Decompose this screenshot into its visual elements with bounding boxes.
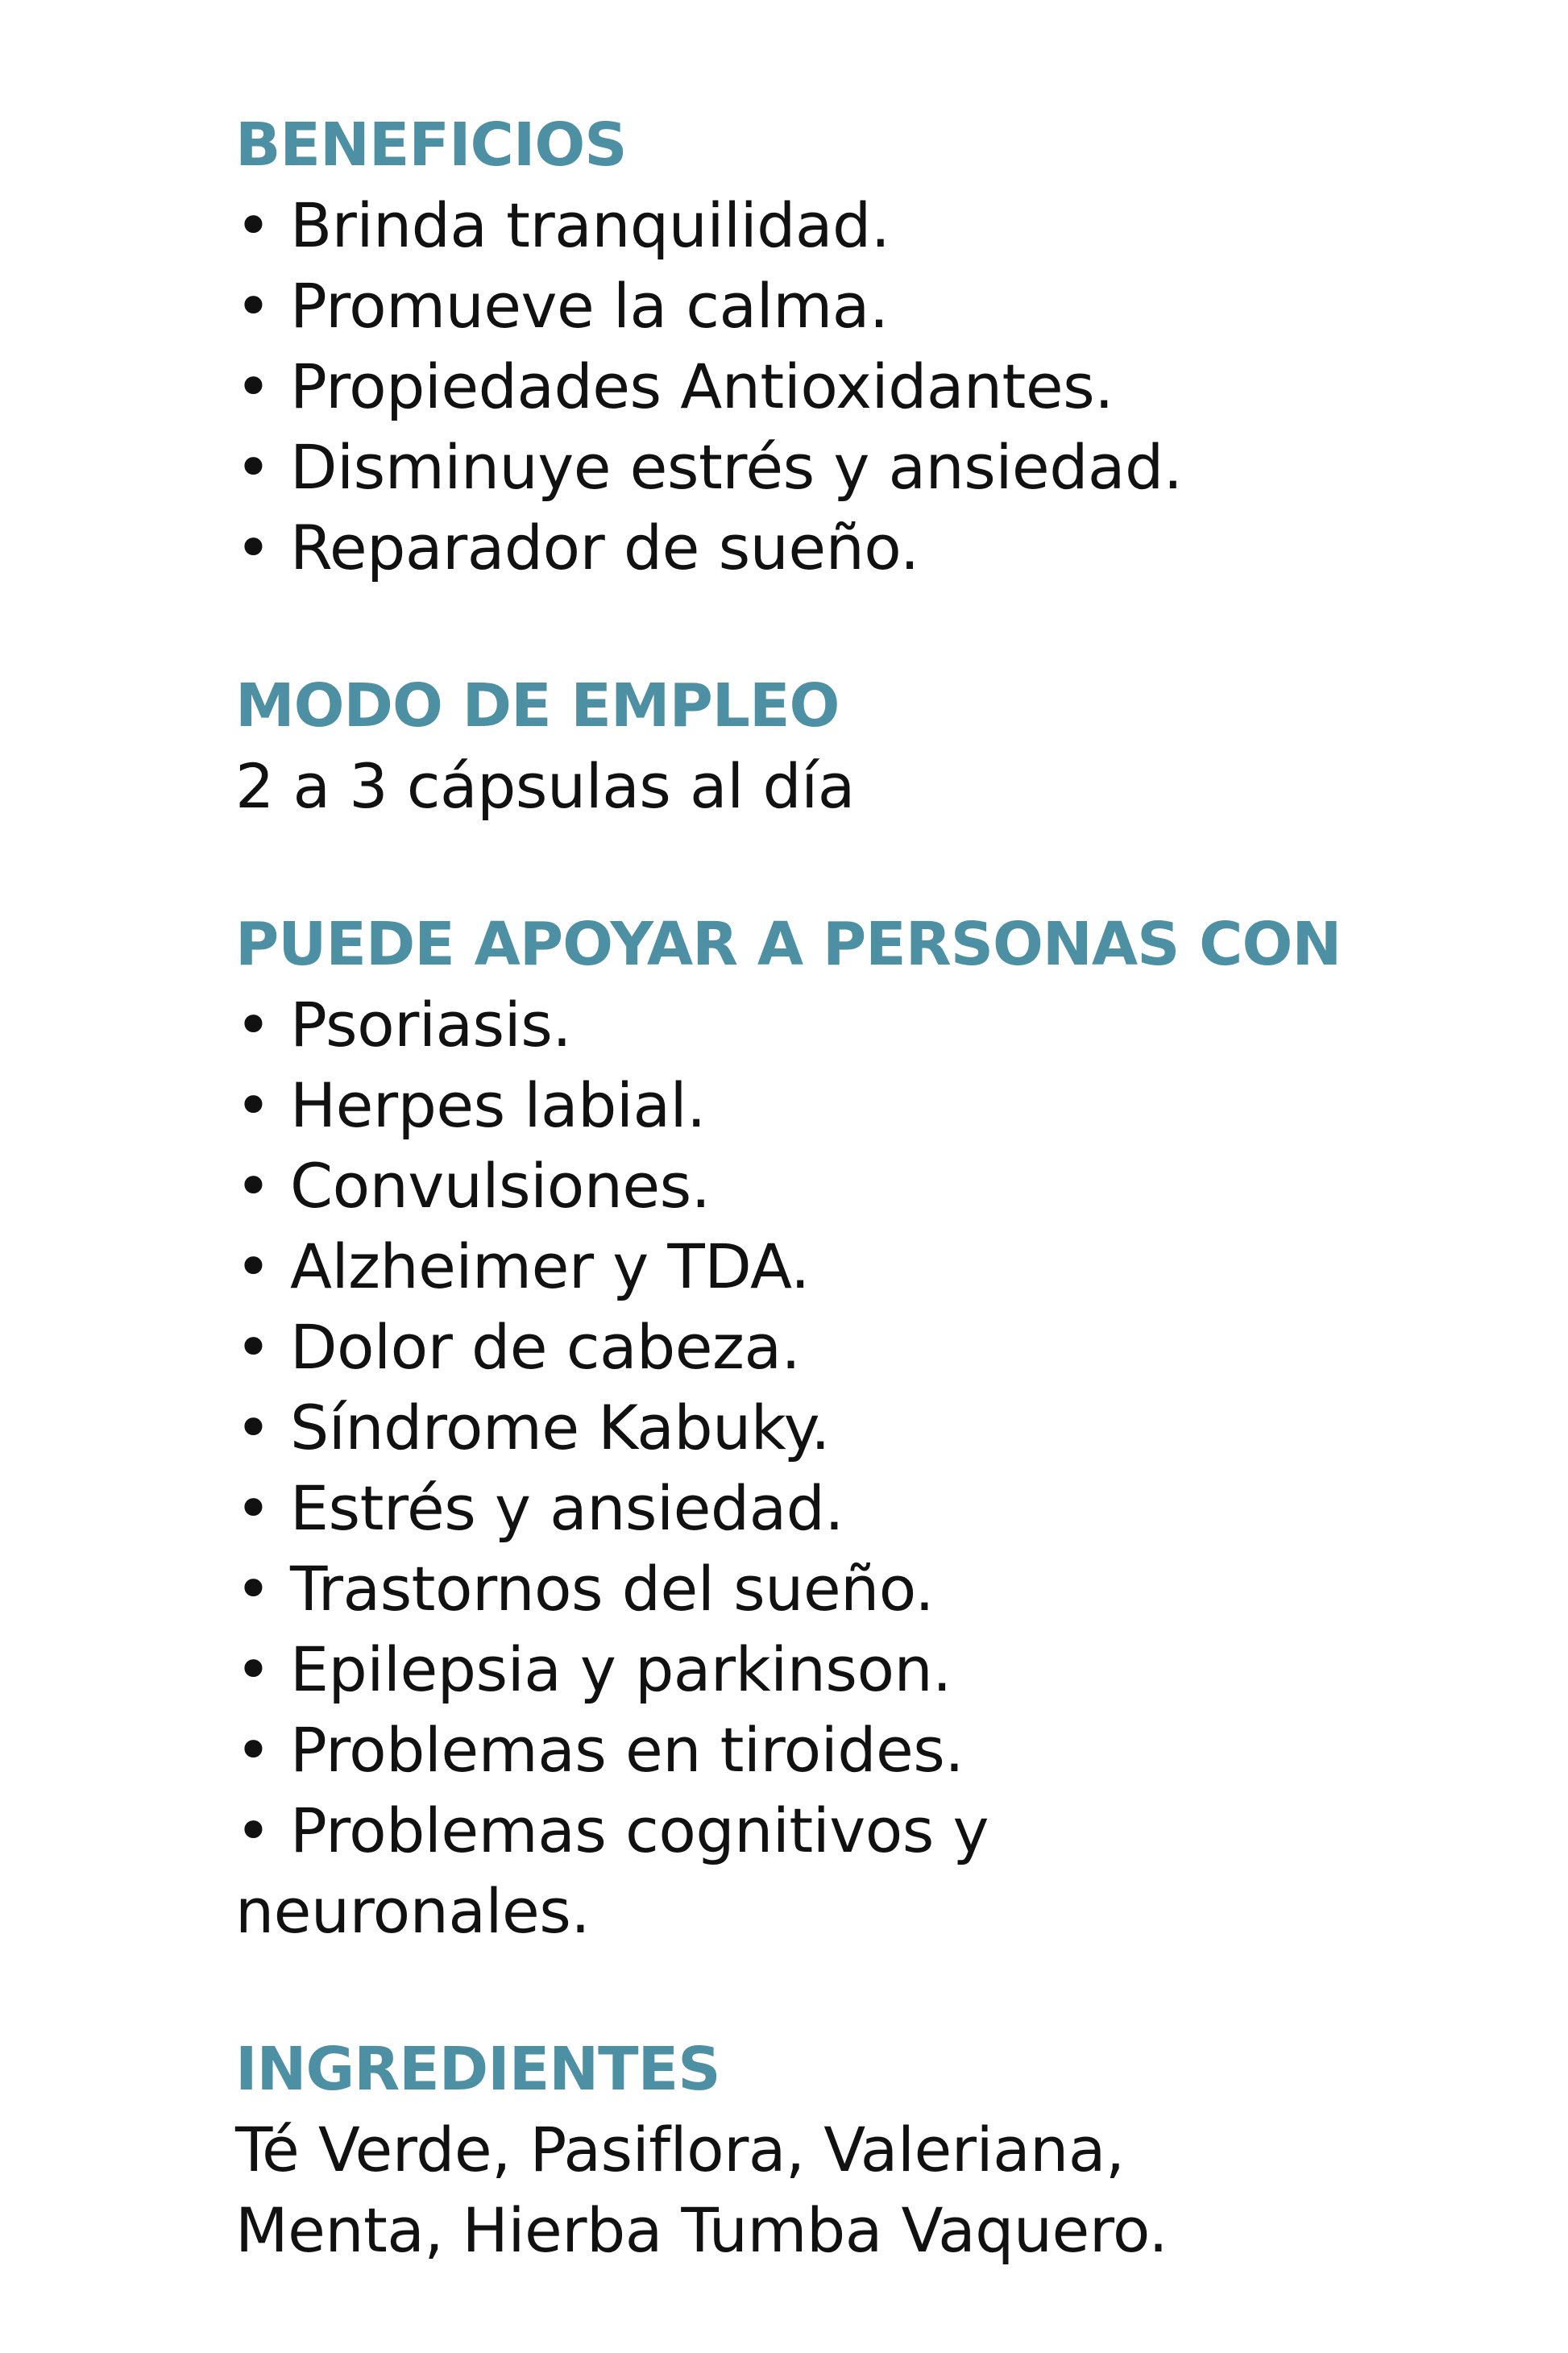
ingredients-section [235,2029,1492,2271]
list-item: • Propiedades Antioxidantes. [235,347,1492,427]
ingredients-line-1: Té Verde, Pasiflora, Valeriana, [235,2114,1125,2185]
list-item: • Herpes labial. [235,1065,1492,1146]
list-item: • Estrés y ansiedad. [235,1468,1492,1549]
list-item: • Psoriasis. [235,985,1492,1065]
product-info [235,105,1492,2348]
usage-heading: MODO DE EMPLEO [235,671,840,741]
list-item: • Síndrome Kabuky. [235,1388,1492,1468]
usage-section [235,666,1492,827]
ingredients-line-2: Menta, Hierba Tumba Vaquero. [235,2194,1168,2266]
list-item: • Epilepsia y parkinson. [235,1629,1492,1710]
benefits-heading: BENEFICIOS [235,110,627,180]
list-item: • Trastornos del sueño. [235,1549,1492,1629]
list-item: • Promueve la calma. [235,266,1492,347]
support-section [235,904,1492,1952]
list-item: • Alzheimer y TDA. [235,1226,1492,1307]
usage-text: 2 a 3 cápsulas al día [235,750,855,822]
list-item: • Problemas cognitivos y neuronales. [235,1791,1105,1952]
support-heading: PUEDE APOYAR A PERSONAS CON [235,910,1342,979]
ingredients-heading: INGREDIENTES [235,2035,720,2104]
support-list [235,985,1492,1952]
benefits-section [235,105,1492,588]
list-item: • Reparador de sueño. [235,508,1492,588]
list-item: • Problemas en tiroides. [235,1710,1492,1791]
list-item: • Dolor de cabeza. [235,1307,1492,1388]
list-item: • Brinda tranquilidad. [235,185,1492,266]
list-item: • Convulsiones. [235,1146,1492,1226]
benefits-list [235,185,1492,588]
list-item: • Disminuye estrés y ansiedad. [235,427,1492,508]
